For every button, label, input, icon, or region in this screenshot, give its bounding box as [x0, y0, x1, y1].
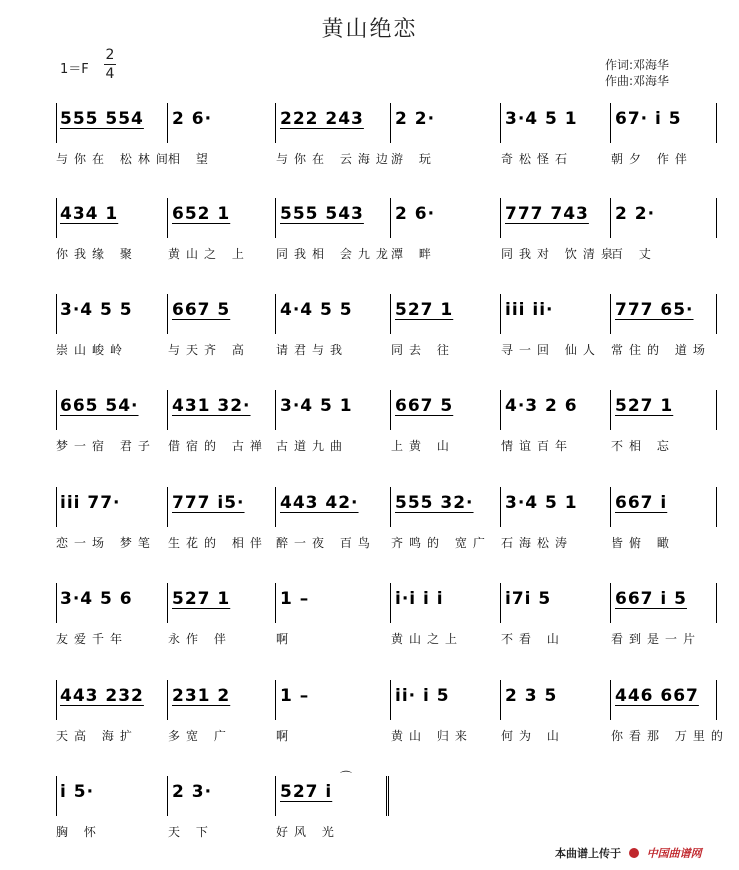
measure-lyric: 同我相 会九龙 [276, 247, 394, 261]
measure-notes: 527 i [280, 782, 333, 802]
measure [56, 680, 168, 755]
site-brand: 中国曲谱网 [646, 847, 702, 860]
key-signature: 1＝F [60, 62, 89, 77]
staff-system [56, 776, 716, 851]
measure-lyric: 石海松涛 [501, 536, 574, 550]
measure-lyric: 常住的 道场 [611, 343, 711, 357]
measure-notes: 2 2· [615, 204, 656, 224]
measure [276, 583, 391, 658]
measure-lyric: 醉一夜 百鸟 [276, 536, 376, 550]
staff-system [56, 198, 716, 273]
measure-notes: 667 5 [172, 300, 231, 320]
measure-lyric: 你看那 万里的 [611, 729, 729, 743]
measure-notes: 4·3 2 6 [505, 396, 578, 416]
measure [168, 583, 276, 658]
measure [501, 680, 611, 755]
measure-lyric: 好风 光 [276, 825, 340, 839]
measure-lyric: 不看 山 [501, 632, 565, 646]
measure-lyric: 朝夕 作伴 [611, 152, 693, 166]
measure-notes: 667 i 5 [615, 589, 687, 609]
measure [391, 680, 501, 755]
measure [56, 294, 168, 369]
measure-notes: 3·4 5 1 [505, 109, 578, 129]
measure-notes: 3·4 5 6 [60, 589, 133, 609]
measure-notes: 1 – [280, 589, 310, 609]
measure [501, 103, 611, 178]
measure-notes: 446 667 [615, 686, 699, 706]
measure [611, 294, 717, 369]
measure-notes: 431 32· [172, 396, 251, 416]
measure [56, 390, 168, 465]
measure [391, 103, 501, 178]
measure-lyric: 与天齐 高 [168, 343, 250, 357]
measure-notes: 434 1 [60, 204, 119, 224]
fermata-mark: ⌒ [340, 770, 353, 784]
measure [501, 294, 611, 369]
measure [611, 198, 717, 273]
site-logo-icon [629, 848, 639, 858]
measure-lyric: 天 下 [168, 825, 214, 839]
measure [56, 776, 168, 851]
measure [168, 680, 276, 755]
measure-lyric: 情谊百年 [501, 439, 574, 453]
measure-notes: 665 54· [60, 396, 139, 416]
barline [716, 198, 717, 238]
barline [716, 294, 717, 334]
measure-notes: i7i 5 [505, 589, 552, 609]
measure-notes: 67· i 5 [615, 109, 682, 129]
measure [56, 198, 168, 273]
measure-lyric: 啊 [276, 632, 295, 646]
measure-lyric: 你我缘 聚 [56, 247, 138, 261]
measure [391, 294, 501, 369]
measure-lyric: 奇松怪石 [501, 152, 574, 166]
measure-lyric: 天高 海扩 [56, 729, 138, 743]
measure-notes: 527 1 [615, 396, 674, 416]
time-signature [104, 47, 116, 82]
measure [168, 487, 276, 562]
measure [168, 198, 276, 273]
measure-notes: 527 1 [395, 300, 454, 320]
measure-lyric: 相 望 [168, 152, 214, 166]
measure-lyric: 看到是一片 [611, 632, 702, 646]
staff-system [56, 294, 716, 369]
barline [716, 390, 717, 430]
measure [168, 294, 276, 369]
measure [56, 487, 168, 562]
measure-lyric: 黄山 归来 [391, 729, 473, 743]
measure [611, 487, 717, 562]
measure [276, 390, 391, 465]
measure-notes: 3·4 5 1 [280, 396, 353, 416]
measure-notes: 3·4 5 1 [505, 493, 578, 513]
measure-lyric: 何为 山 [501, 729, 565, 743]
barline [716, 487, 717, 527]
staff-system [56, 487, 716, 562]
measure-lyric: 百 丈 [611, 247, 657, 261]
measure-lyric: 胸 怀 [56, 825, 102, 839]
measure-notes: 231 2 [172, 686, 231, 706]
measure-notes: 222 243 [280, 109, 364, 129]
measure [391, 487, 501, 562]
measure [501, 583, 611, 658]
measure [501, 487, 611, 562]
measure-notes: 667 5 [395, 396, 454, 416]
measure-notes: 555 32· [395, 493, 474, 513]
measure-notes: 3·4 5 5 [60, 300, 133, 320]
measure-notes: iii 77· [60, 493, 121, 513]
measure [611, 680, 729, 755]
measure-notes: 4·4 5 5 [280, 300, 353, 320]
measure-lyric: 同去 往 [391, 343, 455, 357]
staff-system [56, 390, 716, 465]
credits [605, 57, 669, 89]
measure-notes: 2 6· [395, 204, 436, 224]
measure-notes: 667 i [615, 493, 668, 513]
measure-lyric: 同我对 饮清泉 [501, 247, 619, 261]
measure-notes: iii ii· [505, 300, 554, 320]
measure [276, 680, 391, 755]
measure-lyric: 借宿的 古禅 [168, 439, 268, 453]
lyricist-credit: 作词:邓海华 [605, 58, 670, 72]
measure [276, 776, 391, 851]
staff-system [56, 680, 729, 755]
measure [276, 103, 394, 178]
measure [276, 198, 394, 273]
measure [168, 390, 276, 465]
measure-notes: 652 1 [172, 204, 231, 224]
measure [56, 583, 168, 658]
measure-lyric: 黄山之 上 [168, 247, 250, 261]
measure-notes: 443 232 [60, 686, 144, 706]
measure-notes: 2 2· [395, 109, 436, 129]
barline [716, 583, 717, 623]
measure-notes: 527 1 [172, 589, 231, 609]
measure-lyric: 友爱千年 [56, 632, 129, 646]
measure [611, 390, 717, 465]
barline [716, 680, 717, 720]
measure [168, 103, 276, 178]
measure-lyric: 梦一宿 君子 [56, 439, 156, 453]
time-signature-bottom: 4 [105, 66, 115, 82]
measure-notes: 777 i5· [172, 493, 245, 513]
measure-notes: 555 554 [60, 109, 144, 129]
upload-footer [555, 845, 702, 861]
measure [56, 103, 174, 178]
measure-lyric: 与你在 云海边 [276, 152, 394, 166]
time-signature-divider [104, 64, 116, 65]
measure-notes: i·i i i [395, 589, 444, 609]
measure [501, 198, 619, 273]
measure-lyric: 古道九曲 [276, 439, 349, 453]
measure-lyric: 永作 伴 [168, 632, 232, 646]
measure [501, 390, 611, 465]
composer-credit: 作曲:邓海华 [605, 74, 670, 88]
measure [611, 583, 717, 658]
measure-notes: i 5· [60, 782, 95, 802]
measure-lyric: 啊 [276, 729, 295, 743]
measure-lyric: 生花的 相伴 [168, 536, 268, 550]
measure-lyric: 崇山峻岭 [56, 343, 129, 357]
measure-lyric: 上黄 山 [391, 439, 455, 453]
measure [391, 390, 501, 465]
measure-lyric: 寻一回 仙人 [501, 343, 601, 357]
song-title: 黄山绝恋 [321, 17, 418, 42]
measure-notes: 777 743 [505, 204, 589, 224]
measure-notes: 777 65· [615, 300, 694, 320]
upload-text: 本曲谱上传于 [555, 847, 621, 860]
measure [168, 776, 276, 851]
barline [716, 103, 717, 143]
time-signature-top: 2 [105, 47, 115, 63]
measure-lyric: 不相 忘 [611, 439, 675, 453]
measure-lyric: 黄山之上 [391, 632, 464, 646]
measure-notes: 555 543 [280, 204, 364, 224]
measure-notes: 1 – [280, 686, 310, 706]
measure-lyric: 恋一场 梦笔 [56, 536, 156, 550]
measure-lyric: 皆俯 瞰 [611, 536, 675, 550]
measure [276, 487, 391, 562]
staff-system [56, 103, 716, 178]
measure-lyric: 齐鸣的 宽广 [391, 536, 491, 550]
measure [391, 198, 501, 273]
measure [391, 583, 501, 658]
measure-notes: 2 3· [172, 782, 213, 802]
measure [611, 103, 717, 178]
final-barline [386, 776, 393, 816]
measure-notes: 443 42· [280, 493, 359, 513]
measure-lyric: 潭 畔 [391, 247, 437, 261]
measure-notes: 2 3 5 [505, 686, 558, 706]
measure-lyric: 与你在 松林间 [56, 152, 174, 166]
measure-lyric: 请君与我 [276, 343, 349, 357]
measure-notes: ii· i 5 [395, 686, 450, 706]
measure-lyric: 多宽 广 [168, 729, 232, 743]
measure-lyric: 游 玩 [391, 152, 437, 166]
staff-system [56, 583, 716, 658]
measure [276, 294, 391, 369]
measure-notes: 2 6· [172, 109, 213, 129]
